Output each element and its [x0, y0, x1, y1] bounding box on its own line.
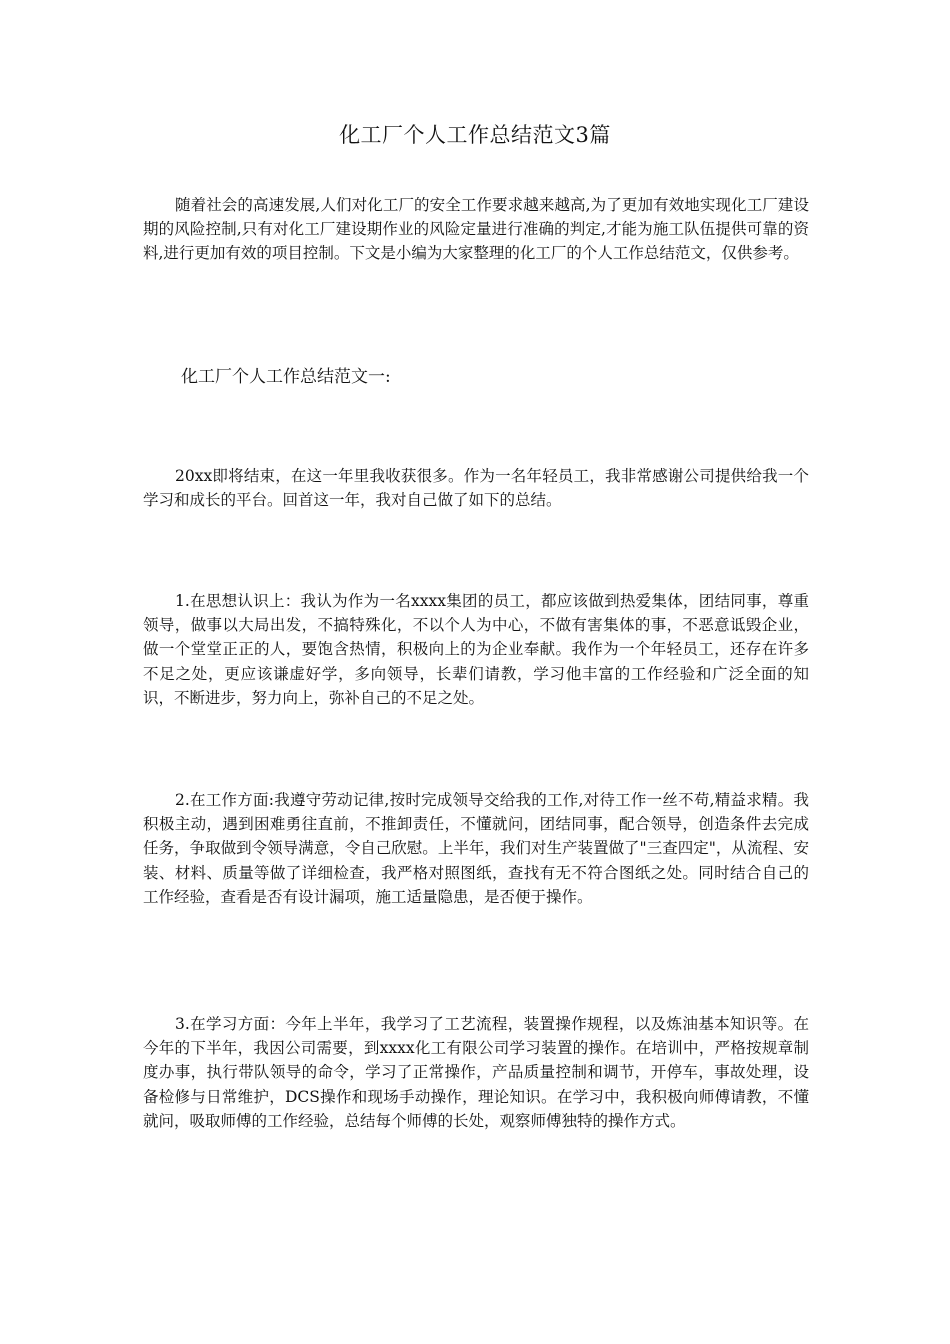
paragraph-work: 2.在工作方面:我遵守劳动记律,按时完成领导交给我的工作,对待工作一丝不苟,精益求精。我积极主动，遇到困难勇往直前，不推卸责任，不懂就问，团结同事，配合领导，创造条件去完成任务，争取做到令领导满意，令自己欣慰。上半年，我们对生产装置做了"三查四定"，从流程、安装、材料、质量等做了详细检查，我严格对照图纸，查找有无不符合图纸之处。同时结合自己的工作经验，查看是否有设计漏项，施工适量隐患，是否便于操作。	[143, 791, 809, 906]
paragraph-thinking: 1.在思想认识上：我认为作为一名xxxx集团的员工，都应该做到热爱集体，团结同事，尊重领导，做事以大局出发，不搞特殊化，不以个人为中心，不做有害集体的事，不恶意诋毁企业，做一个堂堂正正的人，要饱含热情，积极向上的为企业奉献。我作为一个年轻员工，还存在许多不足之处，更应该谦虚好学，多向领导，长辈们请教，学习他丰富的工作经验和广泛全面的知识，不断进步，努力向上，弥补自己的不足之处。	[143, 592, 809, 707]
opening-paragraph: 20xx即将结束，在这一年里我收获很多。作为一名年轻员工，我非常感谢公司提供给我一个学习和成长的平台。回首这一年，我对自己做了如下的总结。	[143, 467, 809, 510]
document-title: 化工厂个人工作总结范文3篇	[339, 123, 611, 147]
section-heading: 化工厂个人工作总结范文一:	[181, 367, 391, 387]
intro-paragraph: 随着社会的高速发展,人们对化工厂的安全工作要求越来越高,为了更加有效地实现化工厂建设期的风险控制,只有对化工厂建设期作业的风险定量进行准确的判定,才能为施工队伍提供可靠的资料,进行更加有效的项目控制。下文是小编为大家整理的化工厂的个人工作总结范文，仅供参考。	[143, 196, 809, 263]
paragraph-study: 3.在学习方面：今年上半年，我学习了工艺流程，装置操作规程，以及炼油基本知识等。在今年的下半年，我因公司需要，到xxxx化工有限公司学习装置的操作。在培训中，严格按规章制度办事，执行带队领导的命令，学习了正常操作，产品质量控制和调节，开停车，事故处理，设备检修与日常维护，DCS操作和现场手动操作，理论知识。在学习中，我积极向师傅请教，不懂就问，吸取师傅的工作经验，总结每个师傅的长处，观察师傅独特的操作方式。	[143, 1015, 809, 1130]
